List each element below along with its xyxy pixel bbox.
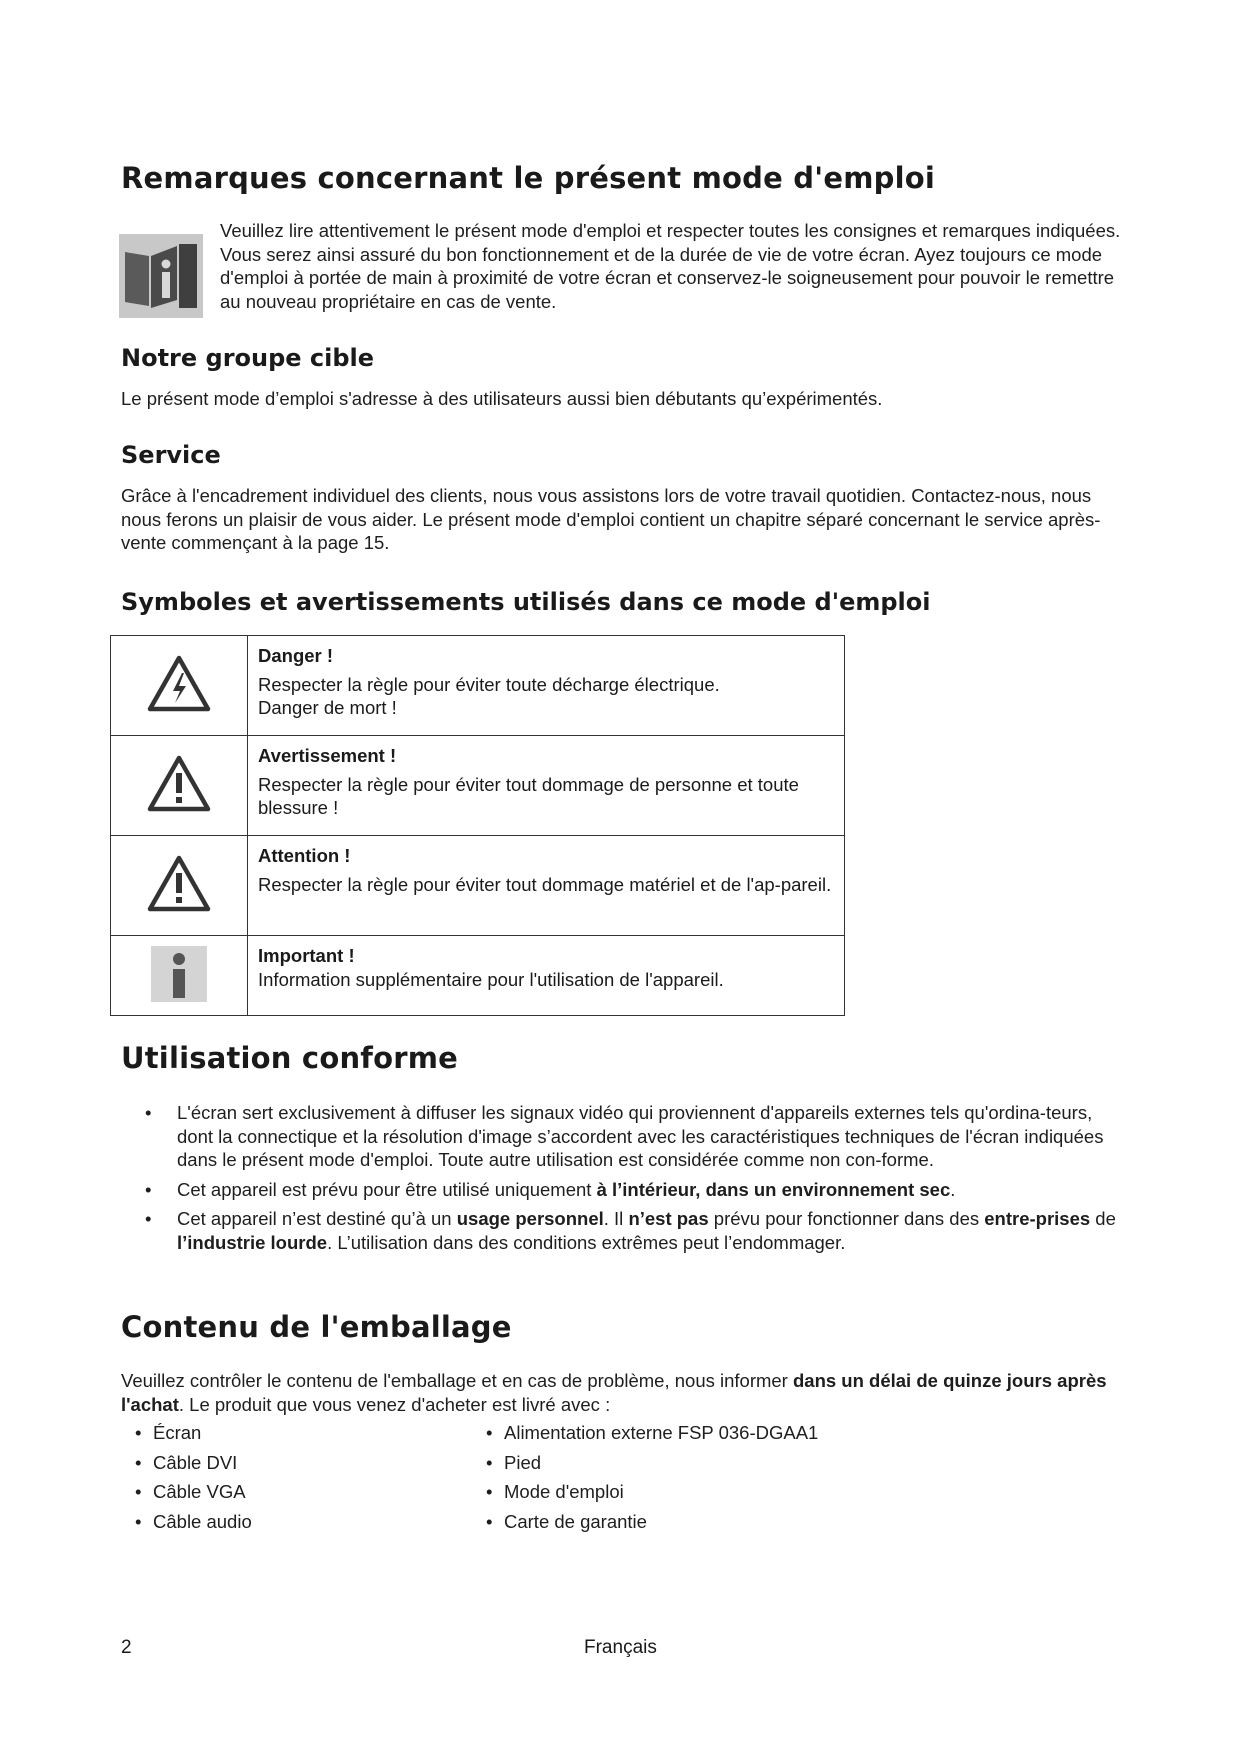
symbol-row bbox=[111, 736, 845, 836]
symbol-title: Attention ! bbox=[258, 845, 351, 866]
symbol-icon-cell bbox=[111, 936, 248, 1016]
symbol-description: Respecter la règle pour éviter tout dommage de personne et toute blessure ! bbox=[258, 773, 799, 818]
contenu-intro bbox=[121, 1369, 1131, 1416]
page-title: Remarques concernant le présent mode d'emploi bbox=[121, 161, 935, 195]
list-item-text: Cet appareil est prévu pour être utilisé uniquement bbox=[177, 1178, 597, 1200]
package-item: • Câble DVI bbox=[133, 1451, 453, 1481]
footer-language: Français bbox=[584, 1637, 657, 1658]
package-list-left bbox=[133, 1421, 453, 1539]
section-title-utilisation: Utilisation conforme bbox=[121, 1041, 459, 1075]
symbol-row bbox=[111, 836, 845, 936]
list-item-emphasis: n’est pas bbox=[628, 1208, 709, 1229]
package-item: • Mode d'emploi bbox=[484, 1480, 904, 1510]
symbol-text-cell bbox=[248, 736, 845, 836]
manual-info-icon bbox=[119, 234, 203, 318]
intro-text: . Le produit que vous venez d'acheter est livré avec : bbox=[178, 1393, 611, 1415]
list-item-text: L'écran sert exclusivement à diffuser les signaux vidéo qui proviennent d'appareils externes tels qu'ordina-teurs, dont la connectique et la résolution d'image s’accordent avec les caractéristiques techniques de l'écran indiquées dans le présent mode d'emploi. Toute autre utilisation est considérée comme non con-forme. bbox=[177, 1102, 1104, 1170]
page-number: 2 bbox=[121, 1637, 132, 1658]
list-item-text: Cet appareil n’est destiné qu’à un bbox=[177, 1208, 457, 1229]
package-list-right bbox=[484, 1421, 904, 1539]
caution-icon bbox=[147, 855, 211, 913]
section-title-groupe: Notre groupe cible bbox=[121, 344, 375, 372]
list-item-emphasis: usage personnel bbox=[456, 1208, 604, 1229]
info-icon bbox=[151, 946, 207, 1002]
symbol-icon-cell bbox=[111, 736, 248, 836]
list-item bbox=[121, 1178, 1126, 1202]
list-item-text: . L’utilisation dans des conditions extrêmes peut l’endommager. bbox=[327, 1231, 846, 1253]
package-item: • Carte de garantie bbox=[484, 1510, 904, 1540]
symbol-row bbox=[111, 636, 845, 736]
symbol-icon-cell bbox=[111, 636, 248, 736]
package-item: • Câble VGA bbox=[133, 1480, 453, 1510]
symbol-title: Important ! bbox=[258, 945, 355, 966]
package-item: • Câble audio bbox=[133, 1510, 453, 1540]
package-item: • Pied bbox=[484, 1451, 904, 1481]
list-item-emphasis: l’industrie lourde bbox=[177, 1231, 328, 1253]
symbol-row bbox=[111, 936, 845, 1016]
symbol-text-cell bbox=[248, 836, 845, 936]
list-item-emphasis: à l’intérieur, dans un environnement sec bbox=[596, 1178, 951, 1200]
list-item bbox=[121, 1207, 1126, 1254]
symbol-title: Danger ! bbox=[258, 645, 334, 666]
groupe-text: Le présent mode d’emploi s'adresse à des utilisateurs aussi bien débutants qu’expérimentés. bbox=[121, 388, 883, 409]
list-item-text: . Il bbox=[603, 1208, 629, 1229]
intro-emphasis: dans un délai de quinze jours après l'achat bbox=[121, 1370, 1107, 1415]
symbol-title: Avertissement ! bbox=[258, 745, 397, 766]
warning-icon bbox=[147, 755, 211, 813]
section-title-contenu: Contenu de l'emballage bbox=[121, 1310, 512, 1344]
list-item-text: . bbox=[950, 1178, 956, 1200]
intro-text: Veuillez contrôler le contenu de l'emballage et en cas de problème, nous informer bbox=[121, 1370, 793, 1391]
symbol-description: Information supplémentaire pour l'utilisation de l'appareil. bbox=[258, 968, 724, 990]
symbol-text-cell bbox=[248, 936, 845, 1016]
symbols-table bbox=[110, 635, 845, 1016]
remarques-text: Veuillez lire attentivement le présent mode d'emploi et respecter toutes les consignes et remarques indiquées. Vous serez ainsi assuré du bon fonctionnement et de la durée de vie de votre écran. Ayez toujours ce mode d'emploi à portée de main à proximité de votre écran et conservez-le soigneusement pour pouvoir le remettre au nouveau propriétaire en cas de vente. bbox=[220, 220, 1121, 312]
package-item: • Écran bbox=[133, 1421, 453, 1451]
symbol-text-cell bbox=[248, 636, 845, 736]
electric-warning-icon bbox=[147, 655, 211, 713]
symbol-description: Respecter la règle pour éviter tout dommage matériel et de l'ap-pareil. bbox=[258, 873, 832, 895]
symbol-icon-cell bbox=[111, 836, 248, 936]
section-title-service: Service bbox=[121, 441, 221, 469]
symbol-description: Respecter la règle pour éviter toute décharge électrique. Danger de mort ! bbox=[258, 673, 720, 718]
package-item: • Alimentation externe FSP 036-DGAA1 bbox=[484, 1421, 904, 1451]
list-item bbox=[121, 1101, 1126, 1172]
service-text: Grâce à l'encadrement individuel des clients, nous vous assistons lors de votre travail quotidien. Contactez-nous, nous nous ferons un plaisir de vous aider. Le présent mode d'emploi contient un chapitre séparé concernant le service après-vente commençant à la page 15. bbox=[121, 485, 1101, 553]
list-item-text: prévu pour fonctionner dans des bbox=[708, 1208, 985, 1229]
utilisation-list bbox=[121, 1101, 1126, 1260]
list-item-emphasis: entre-prises bbox=[984, 1208, 1091, 1229]
list-item-text: de bbox=[1090, 1208, 1116, 1229]
section-title-symboles: Symboles et avertissements utilisés dans ce mode d'emploi bbox=[121, 588, 931, 616]
